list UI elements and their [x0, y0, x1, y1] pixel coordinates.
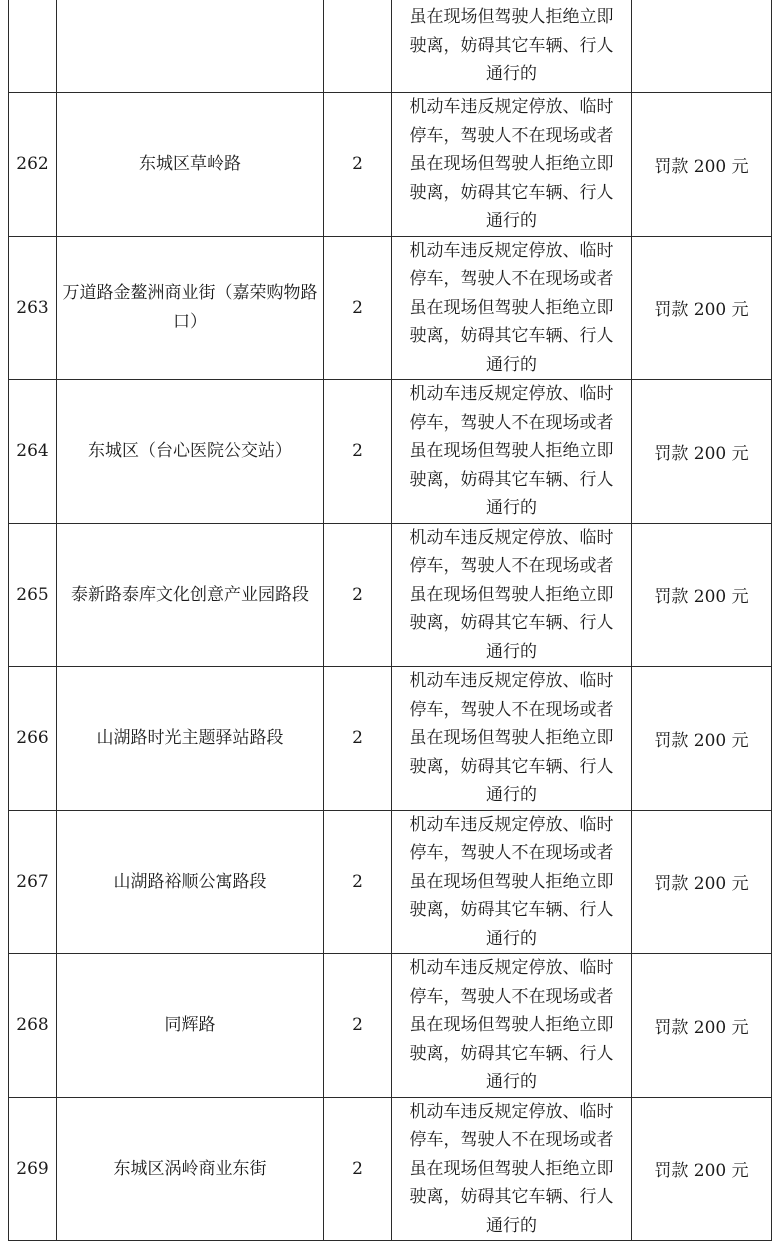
- violation-line: 停车，驾驶人不在现场或者: [409, 986, 614, 1007]
- violation-line: 机动车违反规定停放、临时: [409, 814, 614, 835]
- table-row: [9, 523, 772, 667]
- violation-line: 通行的: [486, 354, 537, 375]
- cell-no: 266: [9, 667, 57, 811]
- violation-line: 停车，驾驶人不在现场或者: [409, 269, 614, 289]
- table-row-fragment: [9, 0, 772, 93]
- cell-penalty: 罚款 200 元: [632, 380, 772, 524]
- cell-no: 269: [9, 1097, 57, 1241]
- cell-no: 267: [9, 810, 57, 954]
- cell-count: 2: [324, 93, 392, 237]
- violation-line: 驶离，妨碍其它车辆、行人: [409, 182, 614, 203]
- cell-count: 2: [324, 954, 392, 1098]
- cell-penalty: 罚款 200 元: [632, 236, 772, 380]
- violation-line: 停车，驾驶人不在现场或者: [409, 556, 614, 576]
- violation-line: 虽在现场但驾驶人拒绝立即: [409, 1158, 614, 1179]
- violation-line: 通行的: [486, 64, 537, 85]
- violation-line: 虽在现场但驾驶人拒绝立即: [409, 584, 614, 605]
- cell-no: 268: [9, 954, 57, 1098]
- cell-count: 2: [324, 1097, 392, 1241]
- cell-penalty: 罚款 200 元: [632, 93, 772, 237]
- cell-count: 2: [324, 810, 392, 954]
- violation-line: 机动车违反规定停放、临时: [409, 958, 614, 978]
- violation-line: 通行的: [486, 1072, 537, 1092]
- cell-location: 东城区草岭路: [57, 93, 324, 237]
- cell-penalty: 罚款 200 元: [632, 667, 772, 811]
- cell-count: [324, 0, 392, 93]
- violation-line: 驶离，妨碍其它车辆、行人: [409, 1187, 614, 1207]
- cell-violation: [392, 523, 632, 667]
- violation-line: 通行的: [486, 1215, 537, 1236]
- violation-line: 通行的: [486, 785, 537, 805]
- violation-table: [8, 0, 772, 1241]
- table-body: [9, 0, 772, 1241]
- violation-line: 机动车违反规定停放、临时: [409, 671, 614, 691]
- cell-violation: [392, 667, 632, 811]
- table-row: [9, 954, 772, 1098]
- cell-penalty: 罚款 200 元: [632, 1097, 772, 1241]
- table-row: [9, 93, 772, 237]
- cell-violation: [392, 1097, 632, 1241]
- cell-penalty: [632, 0, 772, 93]
- violation-line: 机动车违反规定停放、临时: [409, 240, 614, 261]
- violation-line: 驶离，妨碍其它车辆、行人: [409, 1043, 614, 1064]
- violation-line: 机动车违反规定停放、临时: [409, 384, 614, 404]
- cell-count: 2: [324, 380, 392, 524]
- cell-location: 山湖路时光主题驿站路段: [57, 667, 324, 811]
- cell-no: 263: [9, 236, 57, 380]
- violation-line: 虽在现场但驾驶人拒绝立即: [409, 728, 614, 748]
- cell-location: 同辉路: [57, 954, 324, 1098]
- violation-line: 虽在现场但驾驶人拒绝立即: [409, 1015, 614, 1035]
- violation-line: 停车，驾驶人不在现场或者: [409, 843, 614, 863]
- cell-penalty: 罚款 200 元: [632, 810, 772, 954]
- cell-count: 2: [324, 667, 392, 811]
- cell-location: [57, 0, 324, 93]
- violation-line: 驶离，妨碍其它车辆、行人: [409, 900, 614, 920]
- cell-penalty: 罚款 200 元: [632, 954, 772, 1098]
- cell-location: 泰新路泰库文化创意产业园路段: [57, 523, 324, 667]
- cell-location: 东城区（台心医院公交站）: [57, 380, 324, 524]
- cell-no: [9, 0, 57, 93]
- violation-line: 停车，驾驶人不在现场或者: [409, 125, 614, 146]
- violation-line: 机动车违反规定停放、临时: [409, 97, 614, 117]
- table-row: [9, 810, 772, 954]
- table-row: [9, 1097, 772, 1241]
- table-row: [9, 236, 772, 380]
- violation-line: 驶离，妨碍其它车辆、行人: [409, 613, 614, 633]
- cell-penalty: 罚款 200 元: [632, 523, 772, 667]
- cell-location: 山湖路裕顺公寓路段: [57, 810, 324, 954]
- violation-line: 机动车违反规定停放、临时: [409, 527, 614, 548]
- cell-no: 265: [9, 523, 57, 667]
- cell-violation: [392, 236, 632, 380]
- violation-line: 停车，驾驶人不在现场或者: [409, 699, 614, 720]
- cell-no: 264: [9, 380, 57, 524]
- violation-line: 通行的: [486, 498, 537, 518]
- violation-line: 虽在现场但驾驶人拒绝立即: [409, 7, 614, 28]
- violation-line: 驶离，妨碍其它车辆、行人: [409, 469, 614, 490]
- cell-violation: [392, 0, 632, 93]
- violation-line: 虽在现场但驾驶人拒绝立即: [409, 871, 614, 892]
- cell-no: 262: [9, 93, 57, 237]
- violation-line: 停车，驾驶人不在现场或者: [409, 412, 614, 433]
- cell-count: 2: [324, 236, 392, 380]
- violation-line: 停车，驾驶人不在现场或者: [409, 1130, 614, 1150]
- violation-line: 虽在现场但驾驶人拒绝立即: [409, 297, 614, 318]
- violation-line: 驶离，妨碍其它车辆、行人: [409, 326, 614, 346]
- violation-line: 虽在现场但驾驶人拒绝立即: [409, 154, 614, 174]
- violation-line: 虽在现场但驾驶人拒绝立即: [409, 441, 614, 461]
- table-row: [9, 380, 772, 524]
- violation-line: 驶离，妨碍其它车辆、行人: [409, 756, 614, 777]
- violation-line: 通行的: [486, 211, 537, 231]
- table-row: [9, 667, 772, 811]
- violation-line: 通行的: [486, 641, 537, 662]
- cell-location: 东城区涡岭商业东街: [57, 1097, 324, 1241]
- cell-violation: [392, 380, 632, 524]
- violation-line: 通行的: [486, 928, 537, 949]
- cell-violation: [392, 810, 632, 954]
- violation-line: 机动车违反规定停放、临时: [409, 1101, 614, 1122]
- cell-violation: [392, 93, 632, 237]
- cell-violation: [392, 954, 632, 1098]
- violation-line: 驶离，妨碍其它车辆、行人: [409, 35, 614, 56]
- cell-location: 万道路金鳌洲商业街（嘉荣购物路口）: [57, 236, 324, 380]
- cell-count: 2: [324, 523, 392, 667]
